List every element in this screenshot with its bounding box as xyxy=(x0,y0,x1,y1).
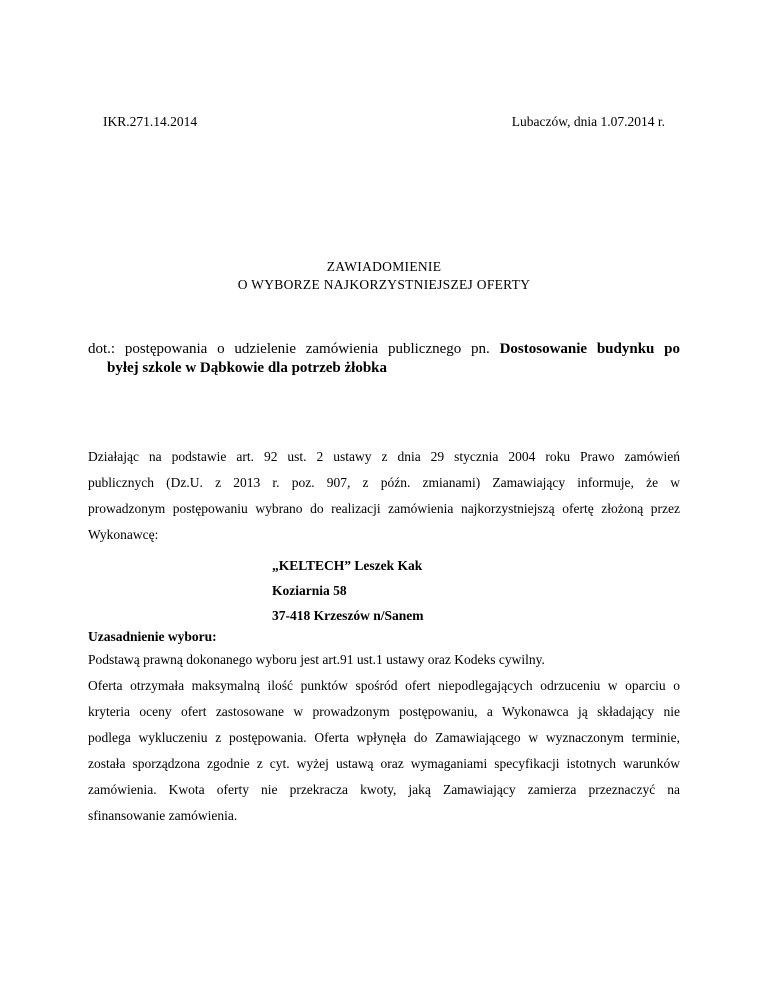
justification-paragraph xyxy=(88,647,680,829)
paragraph-line: publicznych (Dz.U. z 2013 r. poz. 907, z późn. zmianami) Zamawiający informuje, że w xyxy=(88,475,680,490)
paragraph-line: Podstawą prawną dokonanego wyboru jest art.91 ust.1 ustawy oraz Kodeks cywilny. xyxy=(88,652,545,667)
paragraph-line: Działając na podstawie art. 92 ust. 2 ustawy z dnia 29 stycznia 2004 roku Prawo zamówień xyxy=(88,449,680,464)
paragraph-line: sfinansowanie zamówienia. xyxy=(88,808,238,823)
contractor-city: 37-418 Krzeszów n/Sanem xyxy=(272,608,424,623)
paragraph-line: prowadzonym postępowaniu wybrano do realizacji zamówienia najkorzystniejszą ofertę złożoną przez xyxy=(88,501,680,516)
paragraph-line: Oferta otrzymała maksymalną ilość punktów spośród ofert niepodlegających odrzuceniu w oparciu o xyxy=(88,678,680,693)
paragraph-line: Wykonawcę: xyxy=(88,527,159,542)
subject-block xyxy=(88,340,680,378)
document-subtitle: O WYBORZE NAJKORZYSTNIEJSZEJ OFERTY xyxy=(237,277,531,292)
subject-line-2 xyxy=(88,359,680,378)
reference-number: IKR.271.14.2014 xyxy=(103,114,198,129)
place-and-date: Lubaczów, dnia 1.07.2014 r. xyxy=(511,114,665,129)
intro-paragraph xyxy=(88,444,680,548)
subject-prefix: dot.: postępowania o udzielenie zamówienia publicznego pn. xyxy=(88,341,490,357)
contract-name-part-1: Dostosowanie budynku po xyxy=(499,341,680,357)
paragraph-line: podlega wykluczeniu z postępowania. Oferta wpłynęła do Zamawiającego w wyznaczonym terminie, xyxy=(88,730,680,745)
paragraph-line: zamówienia. Kwota oferty nie przekracza kwoty, jaką Zamawiający zamierza przeznaczyć na xyxy=(88,782,680,797)
justification-heading: Uzasadnienie wyboru: xyxy=(88,629,217,644)
contract-name-part-2: byłej szkole w Dąbkowie dla potrzeb żłobka xyxy=(107,360,388,376)
contractor-name: „KELTECH” Leszek Kak xyxy=(272,558,423,573)
contractor-street: Koziarnia 58 xyxy=(272,583,347,598)
subject-line-1 xyxy=(88,340,680,359)
paragraph-line: kryteria oceny ofert zastosowane w prowadzonym postępowaniu, a Wykonawca ją składający nie xyxy=(88,704,680,719)
document-title: ZAWIADOMIENIE xyxy=(326,259,442,274)
paragraph-line: została sporządzona zgodnie z cyt. wyżej ustawą oraz wymaganiami specyfikacji istotnych warunków xyxy=(88,756,680,771)
